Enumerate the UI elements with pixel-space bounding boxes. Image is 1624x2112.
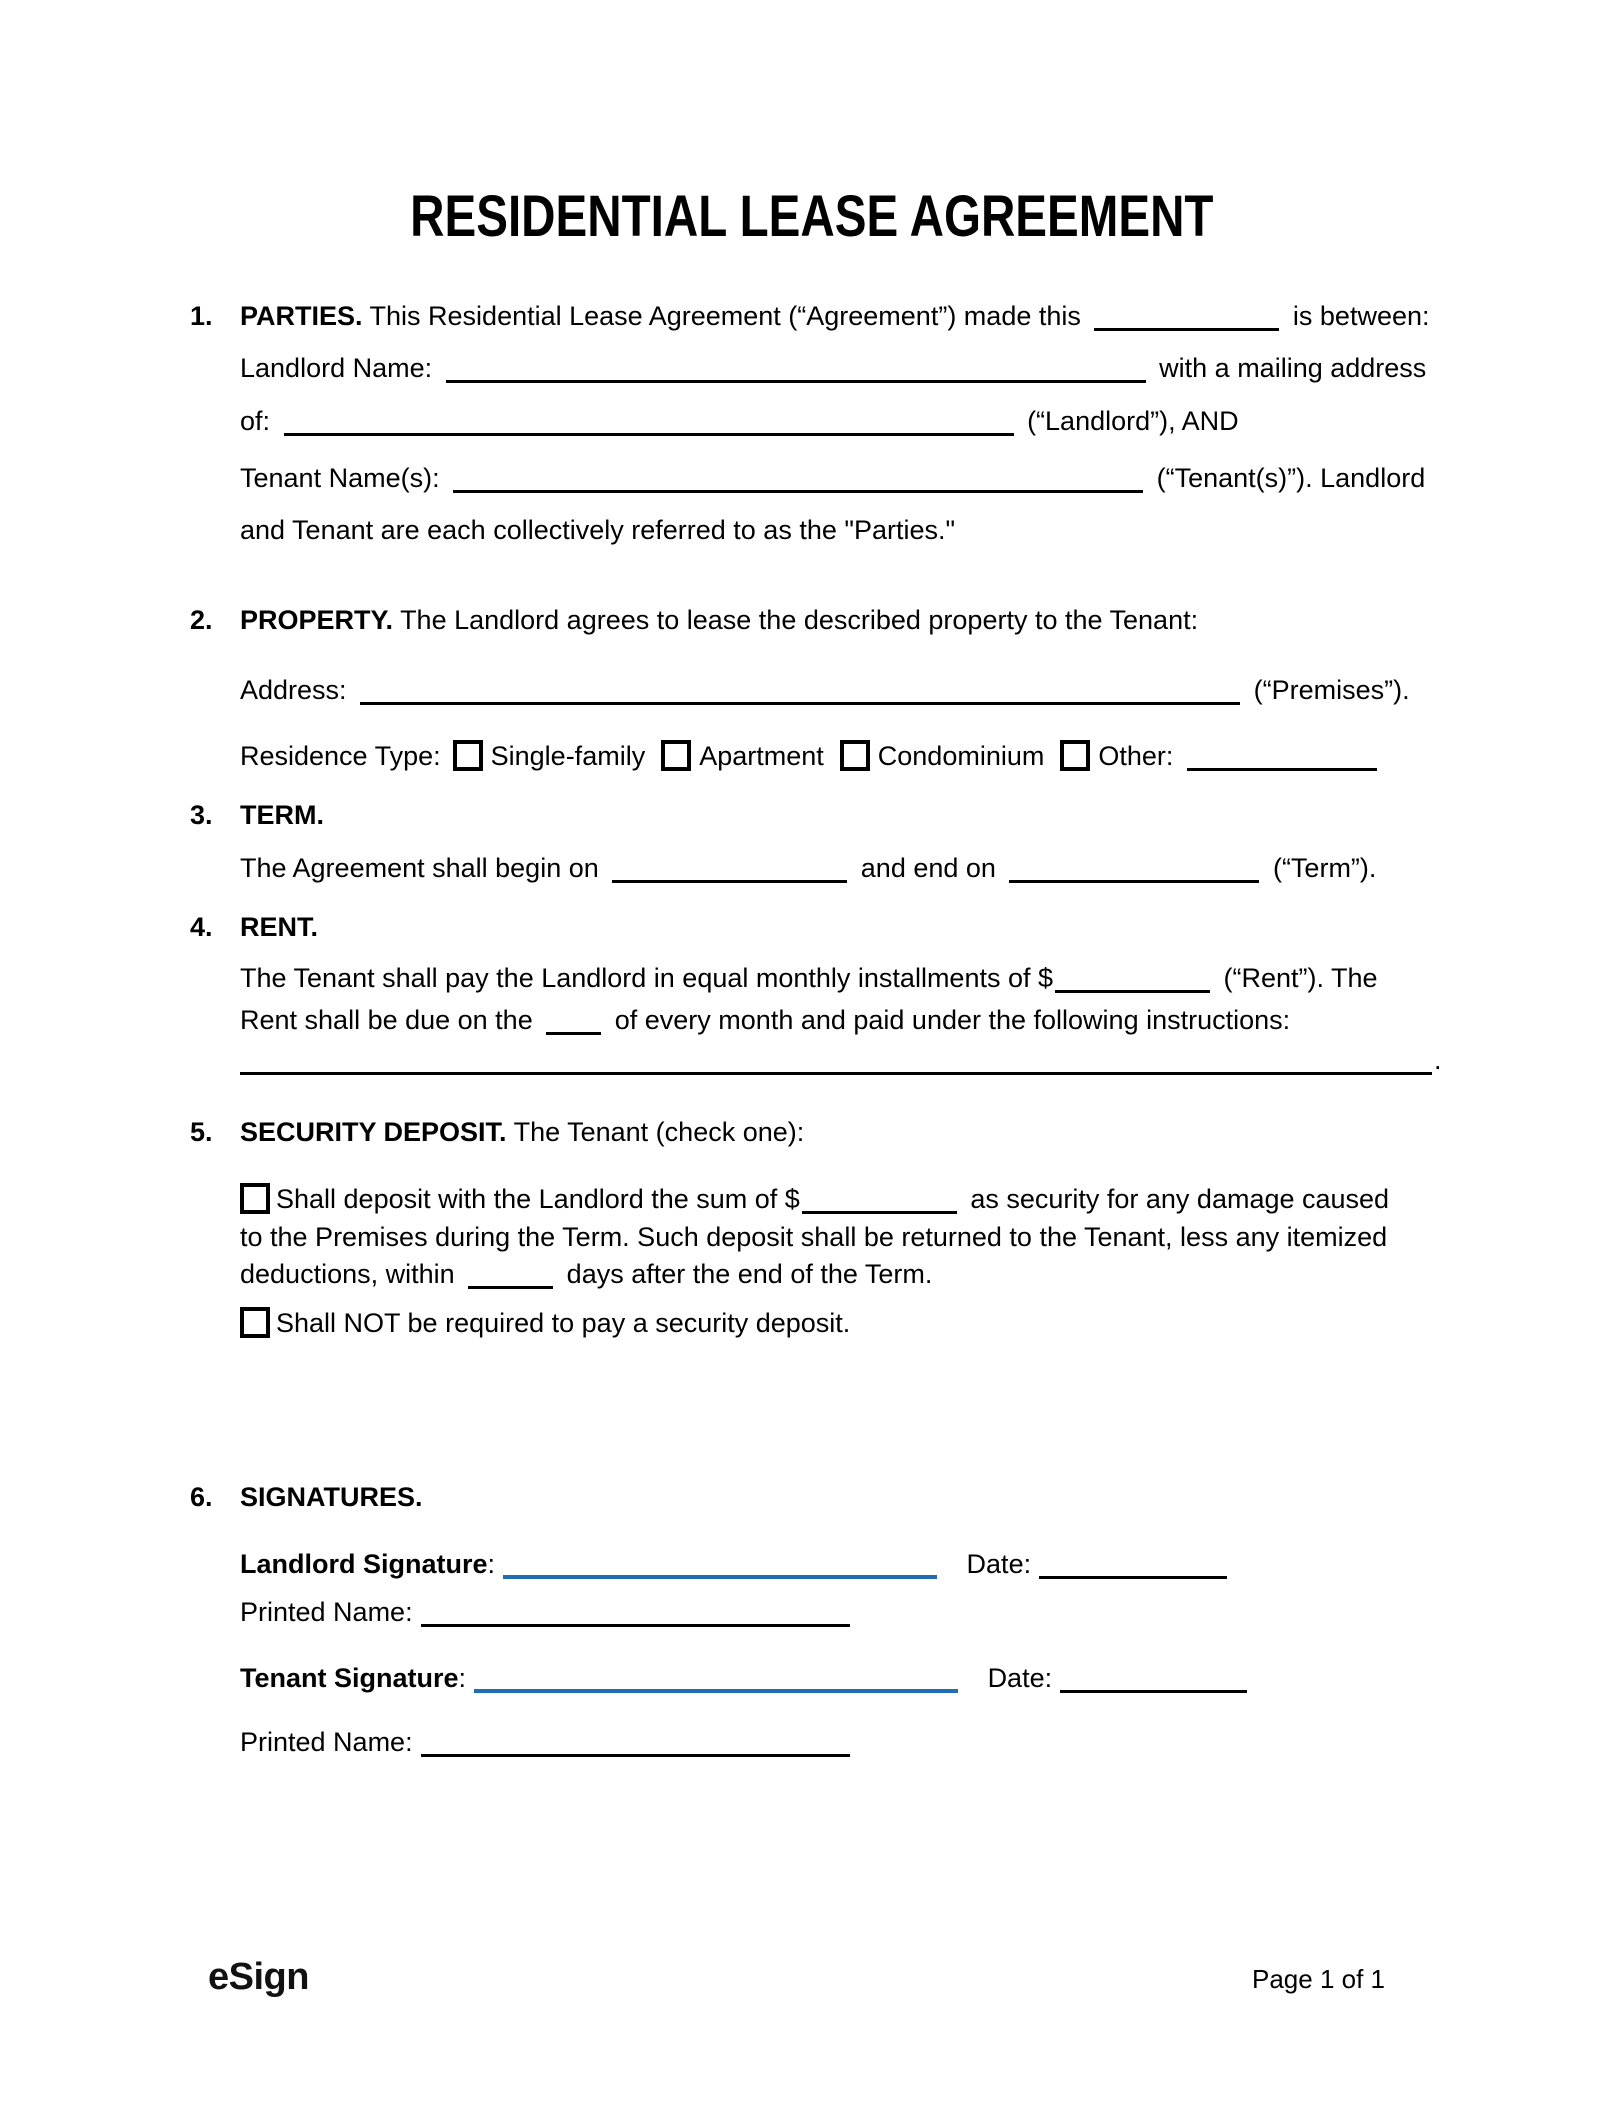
- property-heading-line: [190, 603, 1198, 637]
- condominium-label: Condominium: [877, 741, 1045, 771]
- property-address-field[interactable]: [360, 694, 1240, 705]
- rent-line1-post: (“Rent”). The: [1223, 963, 1378, 993]
- parties-heading: PARTIES.: [240, 301, 363, 331]
- deposit-opt1-l3-pre: deductions, within: [240, 1259, 455, 1289]
- deposit-opt1-l1-post: as security for any damage caused: [970, 1184, 1390, 1214]
- deposit-amount-field[interactable]: [802, 1203, 957, 1214]
- tenant-date-field[interactable]: [1060, 1682, 1247, 1693]
- deposit-opt1-l2: to the Premises during the Term. Such deposit shall be returned to the Tenant, less any itemized: [240, 1222, 1388, 1252]
- tenant-signature-label: Tenant Signature: [240, 1663, 459, 1693]
- other-label: Other:: [1098, 741, 1174, 771]
- term-start-date-field[interactable]: [612, 872, 847, 883]
- landlord-address-line: [240, 404, 1239, 438]
- payment-instructions-line: [240, 1043, 1442, 1077]
- deposit-heading: SECURITY DEPOSIT.: [240, 1117, 507, 1147]
- tenant-name-line: [240, 461, 1425, 495]
- other-checkbox[interactable]: [1060, 740, 1090, 771]
- signatures-heading-line: [190, 1480, 423, 1514]
- landlord-signature-colon: :: [487, 1549, 496, 1579]
- landlord-name-line: [240, 351, 1426, 385]
- landlord-date-field[interactable]: [1039, 1568, 1227, 1579]
- parties-intro: This Residential Lease Agreement (“Agreement”) made this: [369, 301, 1081, 331]
- deposit-option1-line1: [240, 1182, 1389, 1216]
- rent-amount-field[interactable]: [1055, 982, 1210, 993]
- tenant-printed-name-field[interactable]: [421, 1746, 850, 1757]
- tenant-date-label: Date:: [987, 1663, 1053, 1693]
- deposit-heading-line: [190, 1115, 804, 1149]
- parties-intro-end: is between:: [1292, 301, 1430, 331]
- landlord-printed-name-line: [240, 1595, 850, 1629]
- payment-instructions-field[interactable]: [240, 1064, 1432, 1075]
- deposit-opt1-l1-pre: Shall deposit with the Landlord the sum of $: [276, 1184, 800, 1214]
- landlord-name-field[interactable]: [446, 372, 1146, 383]
- deposit-opt2: Shall NOT be required to pay a security deposit.: [276, 1308, 851, 1338]
- document-title: RESIDENTIAL LEASE AGREEMENT: [410, 184, 1214, 249]
- landlord-signature-line: [240, 1547, 1227, 1581]
- apartment-checkbox[interactable]: [661, 740, 691, 771]
- rent-due-line: [240, 1003, 1290, 1037]
- deposit-option1-line3: [240, 1257, 932, 1291]
- rent-number: 4.: [190, 912, 213, 942]
- landlord-printed-label: Printed Name:: [240, 1597, 413, 1627]
- single-family-checkbox[interactable]: [453, 740, 483, 771]
- deposit-option2-line: [240, 1306, 850, 1340]
- esign-logo: eSign: [208, 1956, 309, 1998]
- term-begin-text: The Agreement shall begin on: [240, 853, 599, 883]
- residence-type-line: [240, 739, 1383, 773]
- term-heading: TERM.: [240, 800, 324, 830]
- term-end-date-field[interactable]: [1009, 872, 1259, 883]
- tenant-name-label: Tenant Name(s):: [240, 463, 440, 493]
- property-heading: PROPERTY.: [240, 605, 394, 635]
- other-type-field[interactable]: [1187, 760, 1377, 771]
- signatures-heading: SIGNATURES.: [240, 1482, 423, 1512]
- signatures-number: 6.: [190, 1482, 213, 1512]
- address-end: (“Premises”).: [1253, 675, 1410, 705]
- rent-line2-post: of every month and paid under the following instructions:: [614, 1005, 1291, 1035]
- deposit-return-days-field[interactable]: [468, 1278, 553, 1289]
- property-intro: The Landlord agrees to lease the described property to the Tenant:: [400, 605, 1199, 635]
- landlord-date-label: Date:: [966, 1549, 1032, 1579]
- term-dates-line: [240, 851, 1376, 885]
- of-label: of:: [240, 406, 271, 436]
- term-end-text: (“Term”).: [1272, 853, 1377, 883]
- tenant-name-end: (“Tenant(s)”). Landlord: [1156, 463, 1426, 493]
- deposit-required-checkbox[interactable]: [240, 1183, 270, 1214]
- address-line: [240, 673, 1410, 707]
- deposit-intro: The Tenant (check one):: [513, 1117, 805, 1147]
- tenant-signature-field[interactable]: [474, 1681, 958, 1693]
- deposit-number: 5.: [190, 1117, 213, 1147]
- instructions-period: .: [1434, 1045, 1442, 1075]
- tenant-signature-line: [240, 1661, 1247, 1695]
- rent-heading-line: [190, 910, 318, 944]
- page-indicator: Page 1 of 1: [1252, 1964, 1385, 1994]
- landlord-signature-label: Landlord Signature: [240, 1549, 488, 1579]
- parties-number: 1.: [190, 301, 213, 331]
- condominium-checkbox[interactable]: [840, 740, 870, 771]
- parties-heading-line: [190, 299, 1430, 333]
- parties-closing: and Tenant are each collectively referred to as the "Parties.": [240, 515, 956, 545]
- deposit-option1-line2: [240, 1220, 1387, 1254]
- term-heading-line: [190, 798, 324, 832]
- property-number: 2.: [190, 605, 213, 635]
- term-number: 3.: [190, 800, 213, 830]
- rent-line2-pre: Rent shall be due on the: [240, 1005, 533, 1035]
- tenant-name-field[interactable]: [453, 482, 1143, 493]
- rent-due-day-field[interactable]: [546, 1024, 601, 1035]
- landlord-address-field[interactable]: [284, 425, 1014, 436]
- tenant-signature-colon: :: [458, 1663, 467, 1693]
- tenant-printed-name-line: [240, 1725, 850, 1759]
- of-end: (“Landlord”), AND: [1027, 406, 1239, 436]
- rent-heading: RENT.: [240, 912, 319, 942]
- single-family-label: Single-family: [490, 741, 646, 771]
- address-label: Address:: [240, 675, 347, 705]
- landlord-name-label: Landlord Name:: [240, 353, 433, 383]
- deposit-opt1-l3-post: days after the end of the Term.: [566, 1259, 933, 1289]
- term-middle-text: and end on: [860, 853, 996, 883]
- no-deposit-checkbox[interactable]: [240, 1307, 270, 1338]
- residence-type-label: Residence Type:: [240, 741, 441, 771]
- landlord-printed-name-field[interactable]: [421, 1616, 850, 1627]
- rent-amount-line: [240, 961, 1378, 995]
- parties-closing-line: [240, 513, 955, 547]
- rent-line1-pre: The Tenant shall pay the Landlord in equal monthly installments of $: [240, 963, 1054, 993]
- landlord-signature-field[interactable]: [503, 1567, 937, 1579]
- tenant-printed-label: Printed Name:: [240, 1727, 413, 1757]
- landlord-name-end: with a mailing address: [1159, 353, 1427, 383]
- apartment-label: Apartment: [699, 741, 824, 771]
- made-this-date-field[interactable]: [1094, 320, 1279, 331]
